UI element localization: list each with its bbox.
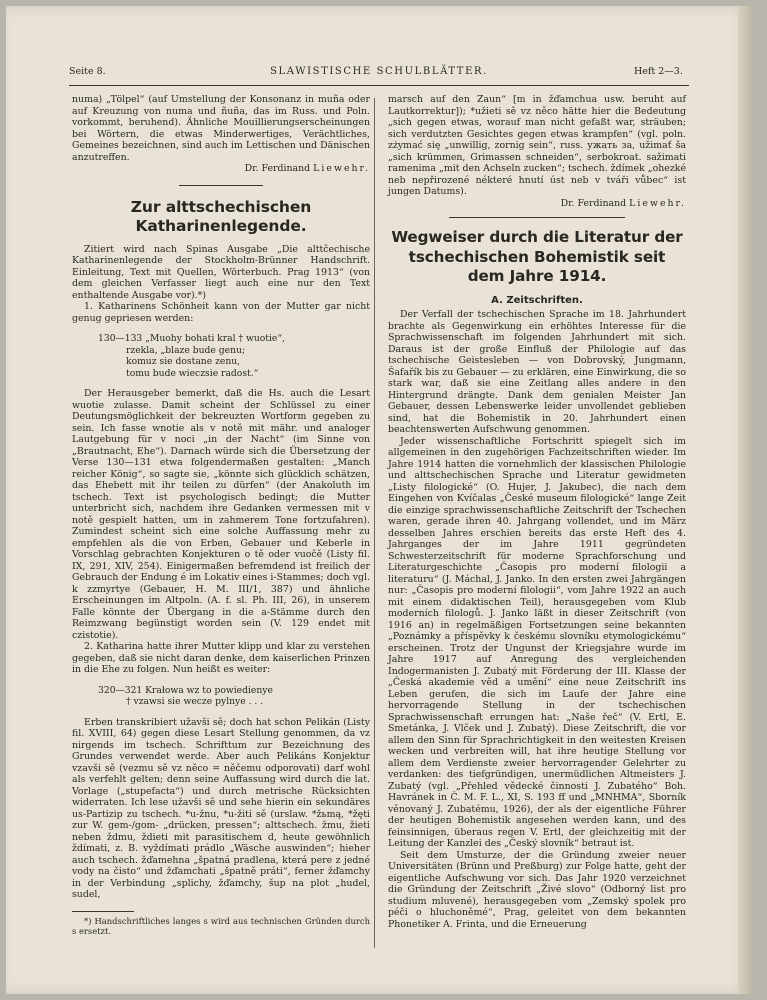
verse-line: rzekla, „blaze bude genu; bbox=[126, 344, 246, 356]
article-title: Wegweiser durch die Literatur der tschechischen Bohemistik seit dem Jahre 1914. bbox=[391, 228, 683, 285]
paragraph: 1. Katharinens Schönheit kann von der Mutter gar nicht genug gepriesen werden: bbox=[72, 301, 370, 324]
section-subheading: A. Zeitschriften. bbox=[491, 294, 583, 306]
continued-paragraph: marsch auf den Zaun“ [m in žďamchua usw. beruht auf Lautkorrektur]); *užieti sě vz něco hätte hier die Bedeutung „sich gegen etwas, worauf man nicht gefaßt war, sträuben; sich verdutzten Gesichtes gegen etwas krampfen“ (vgl. poln. zżymać się „unwillig, zornig sein“, russ. ужать за, užimať ša „sich krümmen, Grimassen schneiden“, serbokroat. sažimati ramenima „mit den Achseln zucken“; tschech. ždímek „ohezké neb nepřirozené nékteré hnutí úst neb v tváři vůbec“ ist jungen Datums). bbox=[388, 94, 686, 197]
verse-line: 130—133 „Muohy bohati kral † wuotie“, bbox=[98, 333, 285, 344]
book-page bbox=[6, 6, 752, 994]
left-column bbox=[72, 94, 370, 937]
paragraph: Jeder wissenschaftliche Fortschritt spiegelt sich im allgemeinen in den zugehörigen Fachzeitschriften wieder. Im Jahre 1914 hatten die vornehmlich der klassischen Philologie und alttschechischen Sprache und Literatur gewidmeten „Listy filologické“ (O. Hujer, J. Jakubec), die nach dem Eingehen von Kvíčalas „České museum filologické“ lange Zeit die einzige sprachwissenschaftliche Zeitschrift der Tschechen waren, gerade ihren 40. Jahrgang vollendet, und im März desselben Jahres erschien bereits das erste Heft des 4. Jahrganges der im Jahre 1911 gegründeten Schwesterzeitschrift für moderne Sprachforschung und Literaturgeschichte „Časopis pro moderní filologii a literaturu“ (J. Máchal, J. Janko. In den ersten zwei Jahrgängen nur: „Časopis pro moderní filologii“, vom Jahre 1922 an auch mit einem didaktischen Teil), herausgegeben vom Klub moderních filologů. J. Janko läßt in dieser Zeitschrift (von 1916 an) in regelmäßigen Fortsetzungen seine bekannten „Poznámky a příspěvky k českému slovníku etymologickému“ erscheinen. Trotz der Ungunst der Kriegsjahre wurde im Jahre 1917 auf Anregung des vergleichenden Indogermanisten J. Zubatý mit Förderung der III. Klasse der „Česká akademie věd a umění“ eine neue Zeitschrift ins Leben gerufen, die sich im Laufe der Jahre eine hervorragende Stellung in der tschechischen Sprachwissenschaft errungen hat: „Naše řeč“ (V. Ertl, E. Smetánka, J. Vlček und J. Zubatý). Diese Zeitschrift, die vor allem den Sinn für Sprachrichtigkeit in den weitesten Kreisen wecken und verbreiten will, hat ihre heutige Stellung vor allem dem Verdienste zweier hervorragender Gelehrter zu verdanken: des tiefgründigen, unermüdlichen Altmeisters J. Zubatý (vgl. „Přehled vědecké činnosti J. Zubatého“ Boh. Havránek in Č. M. F. L., XI, S. 193 ff und „MNHMA“, Sborník věnovaný J. Zubatému, 1926), der als der eigentliche Führer der heutigen Bohemistik angesehen werden kann, und des feinsinnigen, überaus regen V. Ertl, der gleichzeitig mit der Leitung der Kanzlei des „Český slovník“ betraut ist. bbox=[388, 435, 686, 849]
author-signature bbox=[72, 163, 370, 175]
journal-title: SLAWISTISCHE SCHULBLÄTTER. bbox=[270, 66, 488, 77]
right-column bbox=[388, 94, 686, 930]
author-name: Dr. Ferdinand bbox=[244, 163, 311, 174]
footnote-rule bbox=[72, 911, 134, 912]
page-binding-shadow bbox=[738, 6, 752, 994]
author-signature bbox=[388, 198, 686, 210]
author-surname: Liewehr. bbox=[629, 197, 686, 209]
verse-line: tomu bude wieczsie radost.“ bbox=[126, 367, 259, 379]
author-surname: Liewehr. bbox=[313, 163, 370, 174]
section-rule bbox=[179, 185, 263, 186]
paragraph: Der Herausgeber bemerkt, daß die Hs. auch die Lesart wuotie zulasse. Damit scheint der Schlüssel zu einer Deutungsmöglichkeit der bekreuzten Wortform gegeben zu sein. Ich fasse wnotie als v notě mit mähr. und analoger Lautgebung für v noci „in der Nacht“ (im Sinne von „Brautnacht, Ehe“). Darnach würde sich die Übersetzung der Verse 130—131 etwa folgendermaßen gestalten: „Manch reicher König“, so sagte sie, „könnte sich glücklich schätzen, das Ehebett mit ihr teilen zu dürfen“ (der Anakoluth im tschech. Text ist psychologisch bedingt; die Mutter unterbricht sich, nachdem ihre Gedanken vermessen mit v notě gespielt hatten, um in zahmerem Tone fortzufahren). Zumindest scheint sich eine solche Auffassung mehr zu empfehlen als die von Erben, Gebauer und Keberle in Vorschlag gebrachten Konjekturen o tě oder vuočě (Listy fil. IX, 291, XIV, 254). Einigermaßen befremdend ist freilich der Gebrauch der Endung é im Lokativ eines i-Stammes; doch vgl. k zzmyrtye (Gebauer, H. M. III/1, 387) und ähnliche Erscheinungen im Altpoln. (A. f. sl. Ph. III, 26), in unserem Falle könnte der Übergang in die a-Stämme durch den Reimzwang begünstigt worden sein (V. 129 endet mit czistotie). bbox=[72, 388, 370, 641]
verse-quote bbox=[72, 333, 370, 379]
issue-number: Heft 2—3. bbox=[634, 66, 683, 77]
header-rule bbox=[69, 85, 689, 86]
author-name: Dr. Ferdinand bbox=[560, 197, 627, 209]
verse-line: 320—321 Krałowa wz to powiedienye bbox=[98, 684, 273, 696]
paragraph: 2. Katharina hatte ihrer Mutter klipp und klar zu verstehen gegeben, daß sie nicht daran denke, dem kaiserlichen Prinzen in die Ehe zu folgen. Nun heißt es weiter: bbox=[72, 641, 370, 675]
continued-paragraph: numa) „Tölpel“ (auf Umstellung der Konsonanz in muña oder auf Kreuzung von numa und ñuña, das im Russ. und Poln. vorkommt, beruhend). Ähnliche Mouillierungserscheinungen bei Wörtern, die etwas Minderwertiges, Verächtliches, Gemeines bezeichnen, sind auch im Lettischen und Dänischen anzutreffen. bbox=[72, 94, 370, 163]
running-header bbox=[6, 6, 752, 96]
paragraph: Der Verfall der tschechischen Sprache im 18. Jahrhundert brachte als Gegenwirkung ein erhöhtes Interesse für die Sprachwissenschaft im folgenden Jahrhundert mit sich. Daraus ist der große Einfluß der Philologie auf das tschechische Geistesleben — von Dobrovský, Jungmann, Šafařík bis zu Gebauer — zu erklären, eine Einwirkung, die so stark war, daß sie eine Zeitlang alles andere in den Hintergrund drängte. Dank dem genialen Meister Jan Gebauer, dessen Lebenswerke leider unvollendet geblieben sind, hat die Bohemistik in 20. Jahrhundert einen beachtenswerten Aufschwung genommen. bbox=[388, 309, 686, 435]
footnote: *) Handschriftliches langes s wird aus technischen Gründen durch s ersetzt. bbox=[72, 915, 370, 936]
paragraph: Zitiert wird nach Spinas Ausgabe „Die alttčechische Katharinenlegende der Stockholm-Brünner Handschrift. Einleitung, Text mit Quellen, Wörterbuch. Prag 1913“ (von dem gleichen Verfasser liegt auch eine nur den Text enthaltende Ausgabe vor).*) bbox=[72, 243, 370, 301]
paragraph: Erben transkribiert užavši sě; doch hat schon Pelikán (Listy fil. XVIII, 64) gegen diese Lesart Stellung genommen, da vz nirgends im tschech. Schrifttum zur Bezeichnung des Grundes verwendet werde. Aber auch Pelikáns Konjektur vzavši sě (vezmu sě vz něco = něčemu odporovati) darf wohl als verfehlt gelten; denn seine Auffassung wird durch die lat. Vorlage („stupefacta“) und durch metrische Rücksichten widerraten. Ich lese užavši sě und sehe hierin ein sekundäres us-Partizip zu tschech. *u-žnu, *u-žiti sě (urslaw. *žьmą, *žęti zur W. gem-/gom- „drücken, pressen“; alttschech. žmu, žieti neben ždmu, ždieti mit parasitischem d, heute gewöhnlich ždímati, z. B. vyždímati prádlo „Wäsche auswinden“; hieher auch tschech. žďamehna „špatná pradlena, která pere z jedné vody na čisto“ und žďamchati „špatně práti“, ferner žďamchy in der Verbindung „splichy, žďamchy, šup na plot „hudel, sudel, bbox=[72, 716, 370, 900]
verse-quote bbox=[72, 685, 370, 708]
paragraph: Seit dem Umsturze, der die Gründung zweier neuer Universitäten (Brünn und Preßburg) zur Folge hatte, geht der eigentliche Aufschwung vor sich. Das Jahr 1920 verzeichnet die Gründung der Zeitschrift „Živé slovo“ (Odborný list pro studium mluvené), herausgegeben vom „Zemský spolek pro péči o hluchoněmé“, Prag, geleitet von dem bekannten Phonetiker A. Frinta, und die Erneuerung bbox=[388, 849, 686, 930]
section-rule bbox=[449, 217, 625, 218]
article-title: Zur alttschechischen Katharinenlegende. bbox=[130, 197, 312, 235]
verse-line: † vzawsi sie wecze pylnye . . . bbox=[126, 696, 264, 707]
verse-line: komuz sie dostane zenu, bbox=[126, 356, 241, 367]
column-divider bbox=[374, 98, 375, 948]
page-number: Seite 8. bbox=[69, 66, 106, 77]
